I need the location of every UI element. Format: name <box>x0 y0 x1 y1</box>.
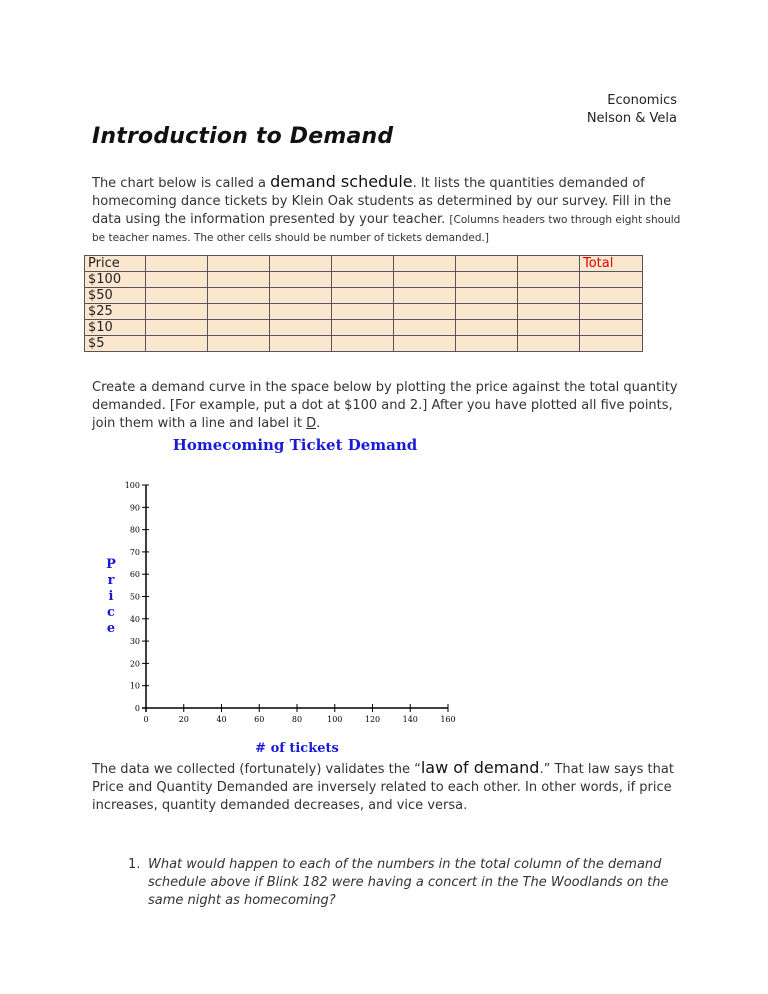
quantity-cell[interactable] <box>270 336 332 352</box>
x-tick-label: 140 <box>402 715 418 724</box>
demand-schedule-table <box>84 255 643 352</box>
quantity-cell[interactable] <box>208 304 270 320</box>
y-tick-label: 40 <box>129 614 140 624</box>
quantity-cell[interactable] <box>394 320 456 336</box>
quantity-cell[interactable] <box>394 304 456 320</box>
x-tick-label: 20 <box>178 715 189 724</box>
x-tick-label: 40 <box>216 715 227 724</box>
total-cell[interactable] <box>580 320 643 336</box>
quantity-cell[interactable] <box>332 336 394 352</box>
quantity-cell[interactable] <box>208 272 270 288</box>
price-cell: $5 <box>85 336 146 352</box>
intro-text-1: The chart below is called a <box>92 176 271 191</box>
table-row <box>85 272 643 288</box>
quantity-cell[interactable] <box>332 272 394 288</box>
x-axis-label: # of tickets <box>255 741 339 755</box>
y-tick-label: 70 <box>129 547 140 557</box>
question-text: What would happen to each of the numbers in the total column of the demand schedule above if Blink 182 were having a concert in the The Woodlands on the same night as homecoming? <box>148 857 669 908</box>
quantity-cell[interactable] <box>146 304 208 320</box>
price-cell: $10 <box>85 320 146 336</box>
y-tick-label: 100 <box>124 481 140 490</box>
y-tick-label: 0 <box>134 704 140 713</box>
total-cell[interactable] <box>580 304 643 320</box>
price-cell: $100 <box>85 272 146 288</box>
x-tick-label: 100 <box>327 715 343 724</box>
y-tick-label: 90 <box>129 503 140 513</box>
page-title: Introduction to Demand <box>92 124 394 149</box>
instructions-end: . <box>316 416 321 431</box>
y-axis-label-letter: P <box>106 557 116 572</box>
teacher-cell[interactable] <box>456 256 518 272</box>
quantity-cell[interactable] <box>332 304 394 320</box>
quantity-cell[interactable] <box>146 336 208 352</box>
table-row <box>85 288 643 304</box>
quantity-cell[interactable] <box>456 272 518 288</box>
y-tick-label: 10 <box>129 681 140 691</box>
total-cell[interactable] <box>580 272 643 288</box>
x-tick-label: 80 <box>291 715 303 724</box>
quantity-cell[interactable] <box>208 288 270 304</box>
y-tick-label: 20 <box>129 659 140 669</box>
y-tick-label: 80 <box>129 525 140 535</box>
law-text-1: The data we collected (fortunately) validates the “ <box>92 762 421 777</box>
teacher-cell[interactable] <box>394 256 456 272</box>
demand-schedule-term: demand schedule <box>270 172 413 191</box>
y-axis-label-letter: c <box>107 605 115 620</box>
demand-chart[interactable] <box>84 430 484 755</box>
question-item <box>128 856 708 910</box>
instructions-text: Create a demand curve in the space below by plotting the price against the total quantity demanded. [For example, put a dot at $100 and 2.] After you have plotted all five points, join them with a line and label it <box>92 380 678 431</box>
quantity-cell[interactable] <box>394 288 456 304</box>
x-tick-label: 60 <box>254 715 265 724</box>
quantity-cell[interactable] <box>394 336 456 352</box>
y-tick-label: 50 <box>129 592 140 602</box>
chart-title: Homecoming Ticket Demand <box>172 436 418 454</box>
chart-axes <box>125 481 456 724</box>
quantity-cell[interactable] <box>146 272 208 288</box>
quantity-cell[interactable] <box>332 288 394 304</box>
quantity-cell[interactable] <box>270 304 332 320</box>
law-paragraph <box>92 759 692 815</box>
teacher-cell[interactable] <box>270 256 332 272</box>
intro-note: [Columns headers two through eight should be teacher names. The other cells should be number of tickets demanded.] <box>92 214 681 244</box>
x-tick-label: 160 <box>440 715 456 724</box>
table-row <box>85 304 643 320</box>
table-header-row <box>85 256 643 272</box>
quantity-cell[interactable] <box>394 272 456 288</box>
curve-label-term: D <box>306 416 317 431</box>
quantity-cell[interactable] <box>518 304 580 320</box>
x-tick-label: 120 <box>364 715 381 724</box>
total-cell[interactable] <box>580 336 643 352</box>
y-axis-label-letter: e <box>106 621 116 636</box>
y-axis-label-letter: r <box>107 573 115 588</box>
course-name: Economics <box>607 93 677 108</box>
teacher-cell[interactable] <box>518 256 580 272</box>
question-number: 1. <box>128 857 141 872</box>
price-header-cell: Price <box>85 256 146 272</box>
intro-text-2: . It lists the quantities demanded of homecoming dance tickets by Klein Oak students as determined by our survey. Fill in the data using the information presented by your teacher. <box>92 176 672 227</box>
table-row <box>85 336 643 352</box>
teacher-names: Nelson & Vela <box>586 111 677 126</box>
quantity-cell[interactable] <box>332 320 394 336</box>
total-header-cell: Total <box>580 256 643 272</box>
quantity-cell[interactable] <box>270 272 332 288</box>
quantity-cell[interactable] <box>270 288 332 304</box>
quantity-cell[interactable] <box>456 336 518 352</box>
teacher-cell[interactable] <box>332 256 394 272</box>
teacher-cell[interactable] <box>208 256 270 272</box>
quantity-cell[interactable] <box>270 320 332 336</box>
law-of-demand-term: law of demand <box>420 758 540 777</box>
quantity-cell[interactable] <box>456 304 518 320</box>
y-tick-label: 60 <box>129 570 140 580</box>
x-tick-label: 0 <box>143 715 149 724</box>
price-cell: $25 <box>85 304 146 320</box>
table-row <box>85 320 643 336</box>
quantity-cell[interactable] <box>456 288 518 304</box>
teacher-cell[interactable] <box>146 256 208 272</box>
total-cell[interactable] <box>580 288 643 304</box>
y-axis-label-letter: i <box>108 589 114 604</box>
quantity-cell[interactable] <box>456 320 518 336</box>
y-tick-label: 30 <box>129 637 140 647</box>
quantity-cell[interactable] <box>518 336 580 352</box>
instructions-paragraph <box>92 379 692 433</box>
price-cell: $50 <box>85 288 146 304</box>
quantity-cell[interactable] <box>208 336 270 352</box>
quantity-cell[interactable] <box>518 288 580 304</box>
y-axis-label <box>106 557 116 636</box>
quantity-cell[interactable] <box>518 320 580 336</box>
header-info <box>587 92 677 128</box>
quantity-cell[interactable] <box>208 320 270 336</box>
intro-paragraph <box>92 173 692 247</box>
quantity-cell[interactable] <box>146 288 208 304</box>
quantity-cell[interactable] <box>518 272 580 288</box>
quantity-cell[interactable] <box>146 320 208 336</box>
law-text-2: .” That law says that Price and Quantity Demanded are inversely related to each other. In other words, if price increases, quantity demanded decreases, and vice versa. <box>92 762 674 813</box>
